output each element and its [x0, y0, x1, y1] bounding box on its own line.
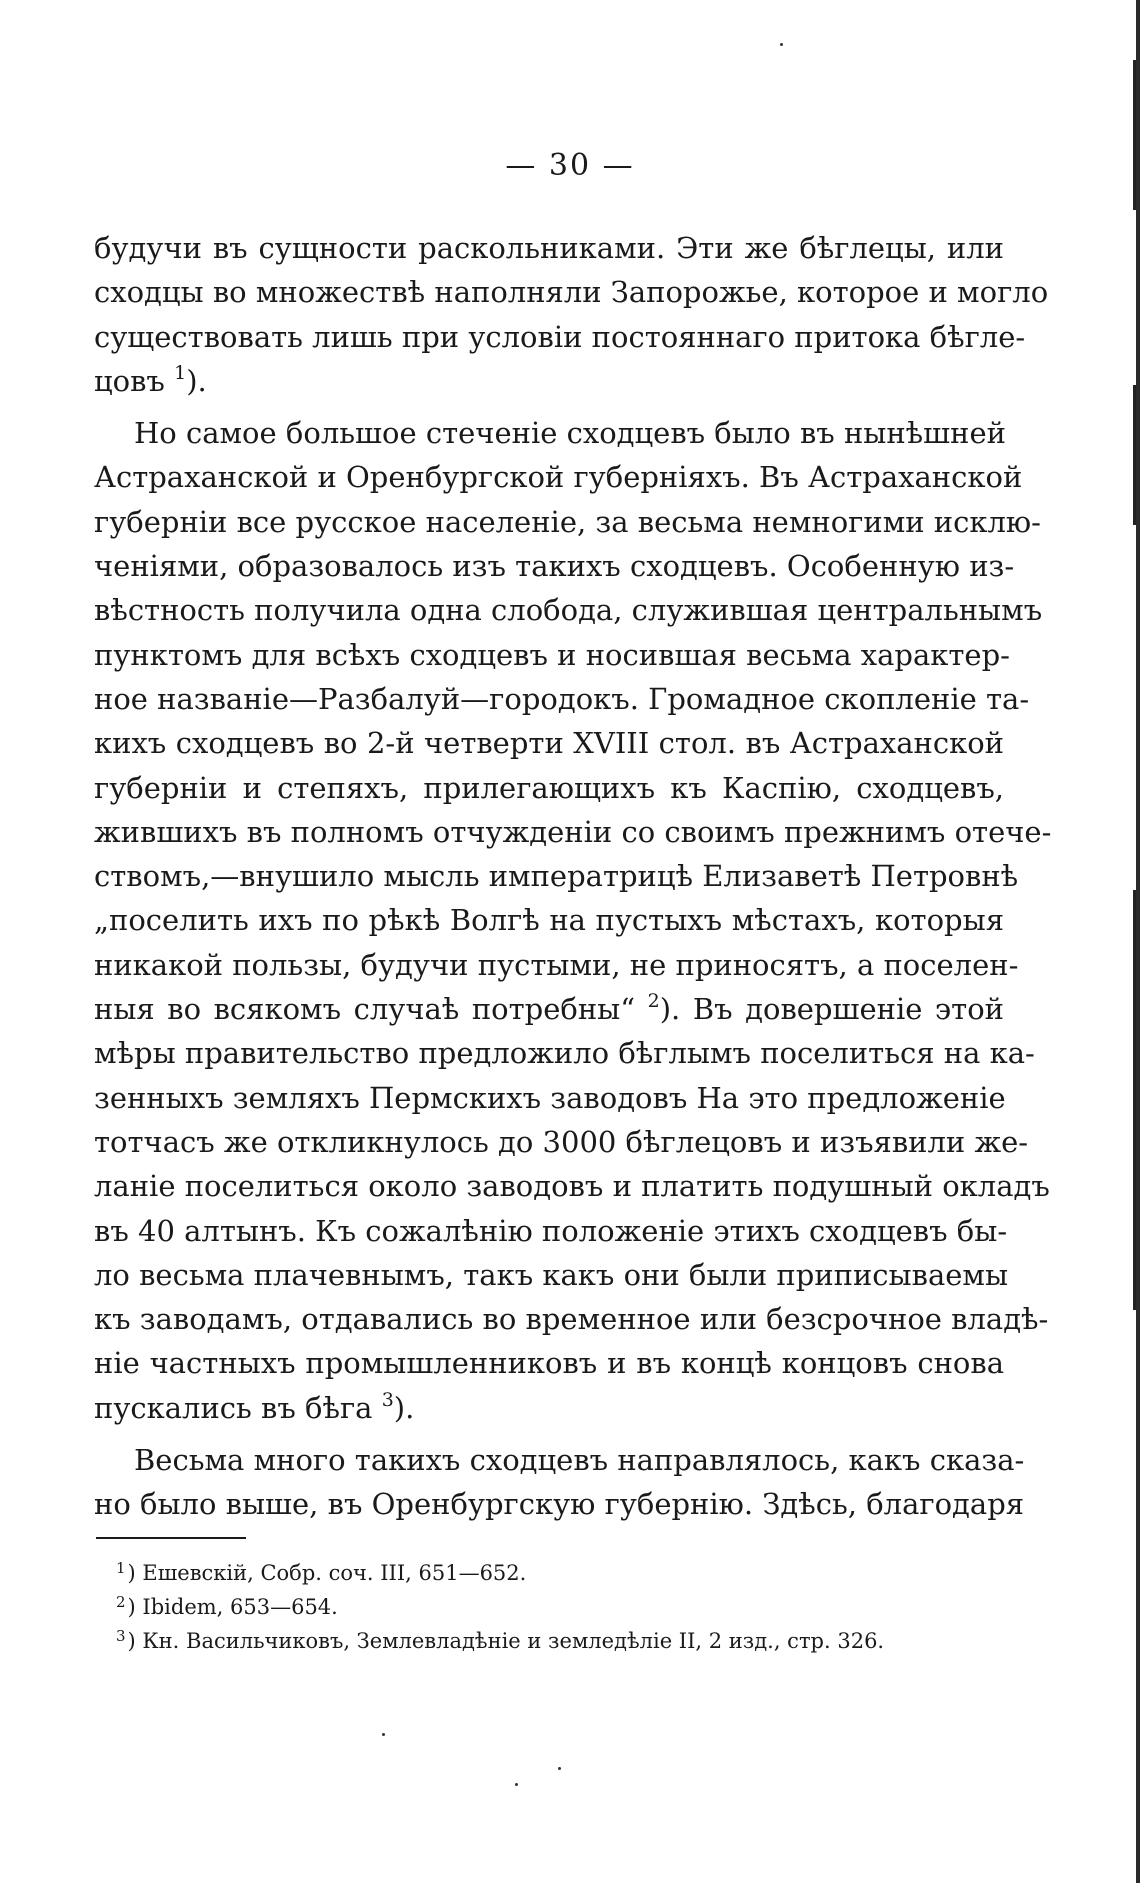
footnote: $^3$) Кн. Васильчиковъ, Землевладѣніе и земледѣліе II, 2 изд., стр. 326. [116, 1627, 885, 1653]
scan-speck [558, 1767, 561, 1770]
text-line: мѣры правительство предложило бѣглымъ поселиться на ка- [94, 1036, 1035, 1071]
text-line: ніе частныхъ промышленниковъ и въ концѣ концовъ снова [94, 1346, 1004, 1381]
text-line: губерніи все русское населеніе, за весьма немногими исклю- [94, 504, 1041, 539]
text-line: ствомъ,—внушило мысль императрицѣ Елизаветѣ Петровнѣ [94, 859, 1019, 894]
text-line: ныя во всякомъ случаѣ потребны“ $^2$). Въ довершеніе этой [94, 990, 1005, 1027]
text-line: никакой пользы, будучи пустыми, не приносятъ, а поселен- [94, 947, 1019, 982]
page-edge-shadow [1136, 0, 1140, 1883]
text-line: тотчасъ же откликнулось до 3000 бѣглецовъ и изъявили же- [94, 1124, 1029, 1159]
body-text [94, 226, 1052, 1527]
text-line: губерніи и степяхъ, прилегающихъ къ Каспію, сходцевъ, [94, 770, 1004, 805]
footnote: $^1$) Ешевскій, Собр. соч. III, 651—652. [116, 1559, 527, 1585]
text-line: „поселить ихъ по рѣкѣ Волгѣ на пустыхъ мѣстахъ, которыя [94, 903, 1004, 938]
text-line: будучи въ сущности раскольниками. Эти же бѣглецы, или [94, 231, 1004, 265]
text-line: кихъ сходцевъ во 2-й четверти XVIII стол. въ Астраханской [94, 726, 1004, 761]
footnote-ref: 1 [174, 361, 187, 384]
text-line: существовать лишь при условіи постояннаго притока бѣгле- [94, 319, 1026, 354]
text-line: Астраханской и Оренбургской губерніяхъ. Въ Астраханской [94, 460, 1023, 495]
text-line: ное названіе—Разбалуй—городокъ. Громадное скопленіе та- [94, 681, 1030, 716]
text-line: къ заводамъ, отдавались во временное или безсрочное владѣ- [94, 1302, 1049, 1337]
edge-scan-mark [1133, 890, 1136, 1310]
text-line: цовъ $^1$). [94, 361, 207, 398]
text-line: сходцы во множествѣ наполняли Запорожье, которое и могло [94, 275, 1049, 310]
scan-speck [515, 1783, 518, 1786]
text-line: жившихъ въ полномъ отчужденіи со своимъ прежнимъ отече- [94, 814, 1052, 849]
footnote-divider [96, 1537, 246, 1539]
text-line: вѣстность получила одна слобода, служившая центральнымъ [94, 593, 1043, 628]
text-line: зенныхъ земляхъ Пермскихъ заводовъ На это предложеніе [94, 1080, 1006, 1115]
footnotes [116, 1556, 996, 1658]
edge-scan-mark [1133, 60, 1136, 210]
text-line: ланіе поселиться около заводовъ и платить подушный окладъ [94, 1169, 1050, 1204]
footnote-ref: 2 [647, 990, 660, 1013]
footnote-ref: 3 [381, 1388, 394, 1411]
text-line: ченіями, образовалось изъ такихъ сходцевъ. Особенную из- [94, 549, 1015, 584]
scan-speck [382, 1733, 385, 1736]
text-line: пунктомъ для всѣхъ сходцевъ и носившая весьма характер- [94, 637, 1010, 672]
edge-scan-mark [1133, 385, 1136, 525]
text-line: Но самое большое стеченіе сходцевъ было въ нынѣшней [134, 416, 1006, 451]
text-line: Весьма много такихъ сходцевъ направлялось, какъ сказа- [134, 1443, 1025, 1478]
text-line: въ 40 алтынъ. Къ сожалѣнію положеніе этихъ сходцевъ бы- [94, 1213, 1008, 1248]
page-number: — 30 — [505, 148, 635, 183]
scan-speck [780, 43, 783, 46]
text-line: но было выше, въ Оренбургскую губернію. Здѣсь, благодаря [94, 1487, 1025, 1522]
text-line: ло весьма плачевнымъ, такъ какъ они были приписываемы [94, 1257, 1009, 1292]
text-line: пускались въ бѣга $^3$). [94, 1388, 415, 1425]
footnote: $^2$) Ibidem, 653—654. [116, 1593, 338, 1619]
